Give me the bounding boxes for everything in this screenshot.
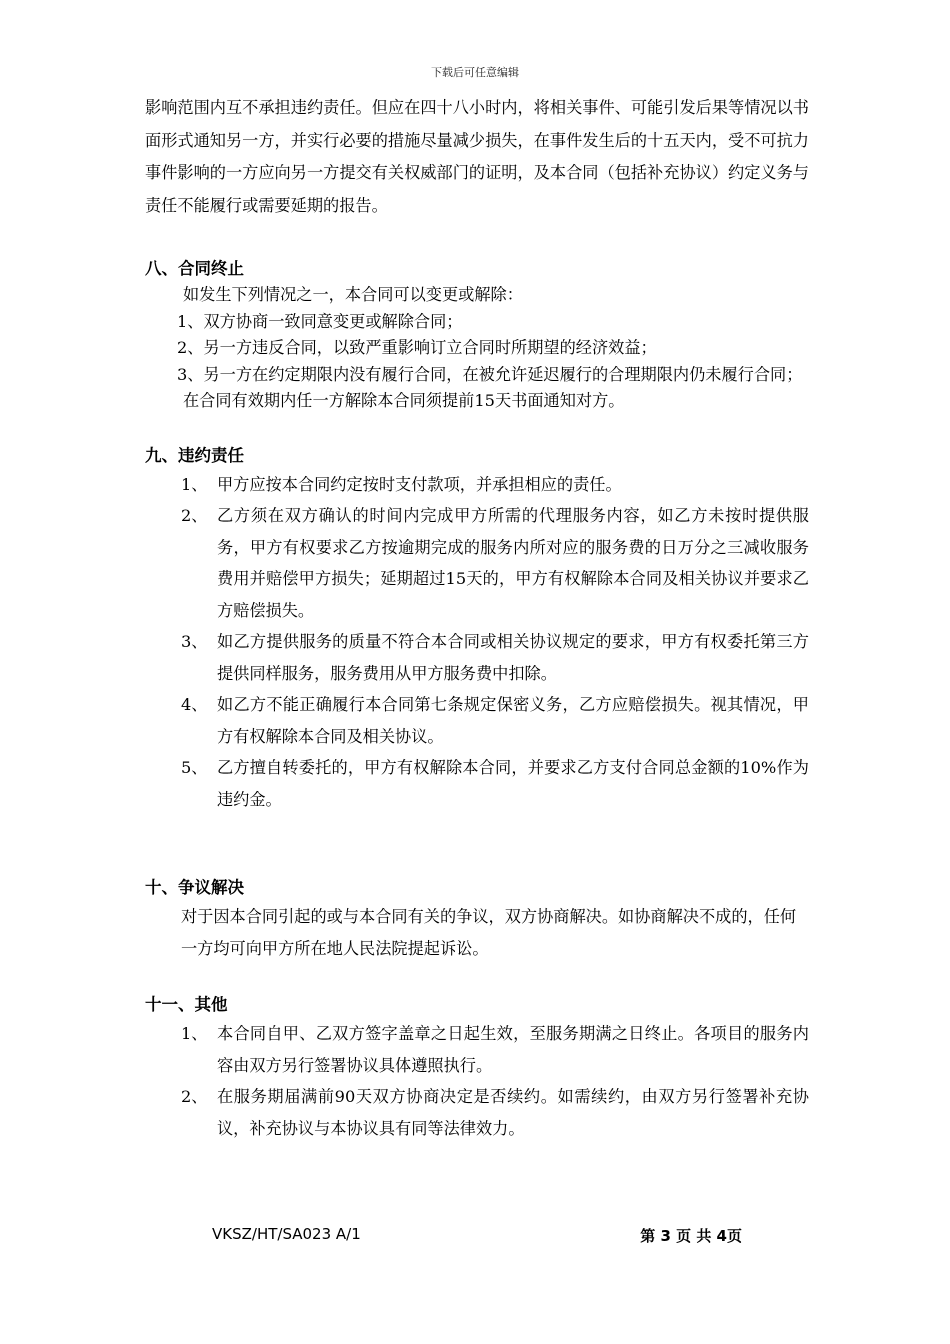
section-text: 对于因本合同引起的或与本合同有关的争议，双方协商解决。如协商解决不成的，任何一方均可向甲方所在地人民法院提起诉讼。 bbox=[181, 907, 797, 958]
list-item bbox=[145, 689, 809, 752]
item-number: 1、 bbox=[181, 474, 208, 494]
item-text: 在服务期届满前90天双方协商决定是否续约。如需续约，由双方另行签署补充协议，补充协议与本协议具有同等法律效力。 bbox=[217, 1087, 809, 1138]
section-liability bbox=[145, 443, 809, 816]
section-closing: 在合同有效期内任一方解除本合同须提前15天书面通知对方。 bbox=[183, 391, 625, 410]
item-number: 2、 bbox=[181, 1087, 208, 1106]
section-heading: 十、争议解决 bbox=[145, 878, 244, 897]
document-code: VKSZ/HT/SA023 A/1 bbox=[212, 1225, 361, 1243]
item-text: 如乙方提供服务的质量不符合本合同或相关协议规定的要求，甲方有权委托第三方提供同样服务，服务费用从甲方服务费中扣除。 bbox=[217, 632, 809, 683]
item-number: 1、 bbox=[181, 1024, 208, 1043]
list-item bbox=[145, 626, 809, 689]
item-text: 甲方应按本合同约定按时支付款项，并承担相应的责任。 bbox=[217, 474, 622, 494]
item-number: 4、 bbox=[181, 695, 208, 714]
list-item bbox=[145, 1081, 809, 1144]
section-heading: 八、合同终止 bbox=[145, 259, 244, 278]
item-text: 乙方擅自转委托的，甲方有权解除本合同，并要求乙方支付合同总金额的10%作为违约金。 bbox=[217, 758, 809, 809]
section-other bbox=[145, 992, 809, 1144]
page-footer bbox=[212, 1225, 742, 1249]
item-number: 3、 bbox=[181, 632, 208, 651]
page-header: 下载后可任意编辑 bbox=[431, 66, 519, 79]
section-dispute bbox=[145, 875, 809, 964]
section-termination bbox=[145, 256, 809, 415]
list-item: 1、双方协商一致同意变更或解除合同； bbox=[177, 311, 463, 331]
item-number: 2、 bbox=[181, 506, 208, 525]
list-item bbox=[145, 469, 809, 501]
section-heading: 九、违约责任 bbox=[145, 445, 244, 465]
item-text: 本合同自甲、乙双方签字盖章之日起生效，至服务期满之日终止。各项目的服务内容由双方另行签署协议具体遵照执行。 bbox=[217, 1024, 809, 1075]
list-item bbox=[145, 1018, 809, 1081]
list-item: 3、另一方在约定期限内没有履行合同，在被允许延迟履行的合理期限内仍未履行合同； bbox=[177, 364, 803, 384]
list-item: 2、另一方违反合同，以致严重影响订立合同时所期望的经济效益； bbox=[177, 338, 657, 357]
intro-paragraph: 影响范围内互不承担违约责任。但应在四十八小时内，将相关事件、可能引发后果等情况以书面形式通知另一方，并实行必要的措施尽量减少损失，在事件发生后的十五天内，受不可抗力事件影响的一方应向另一方提交有关权威部门的证明，及本合同（包括补充协议）约定义务与责任不能履行或需要延期的报告。 bbox=[145, 98, 809, 215]
item-text: 如乙方不能正确履行本合同第七条规定保密义务，乙方应赔偿损失。视其情况，甲方有权解除本合同及相关协议。 bbox=[217, 695, 809, 746]
section-lead: 如发生下列情况之一，本合同可以变更或解除： bbox=[183, 285, 523, 304]
list-item bbox=[145, 752, 809, 815]
item-text: 乙方须在双方确认的时间内完成甲方所需的代理服务内容，如乙方未按时提供服务，甲方有权要求乙方按逾期完成的服务内所对应的服务费的日万分之三减收服务费用并赔偿甲方损失；延期超过15天的，甲方有权解除本合同及相关协议并要求乙方赔偿损失。 bbox=[217, 506, 809, 620]
document-body bbox=[145, 92, 809, 1144]
section-heading: 十一、其他 bbox=[145, 995, 228, 1014]
list-item bbox=[145, 500, 809, 626]
page-number: 第 3 页 共 4页 bbox=[640, 1227, 742, 1245]
item-number: 5、 bbox=[181, 758, 208, 777]
